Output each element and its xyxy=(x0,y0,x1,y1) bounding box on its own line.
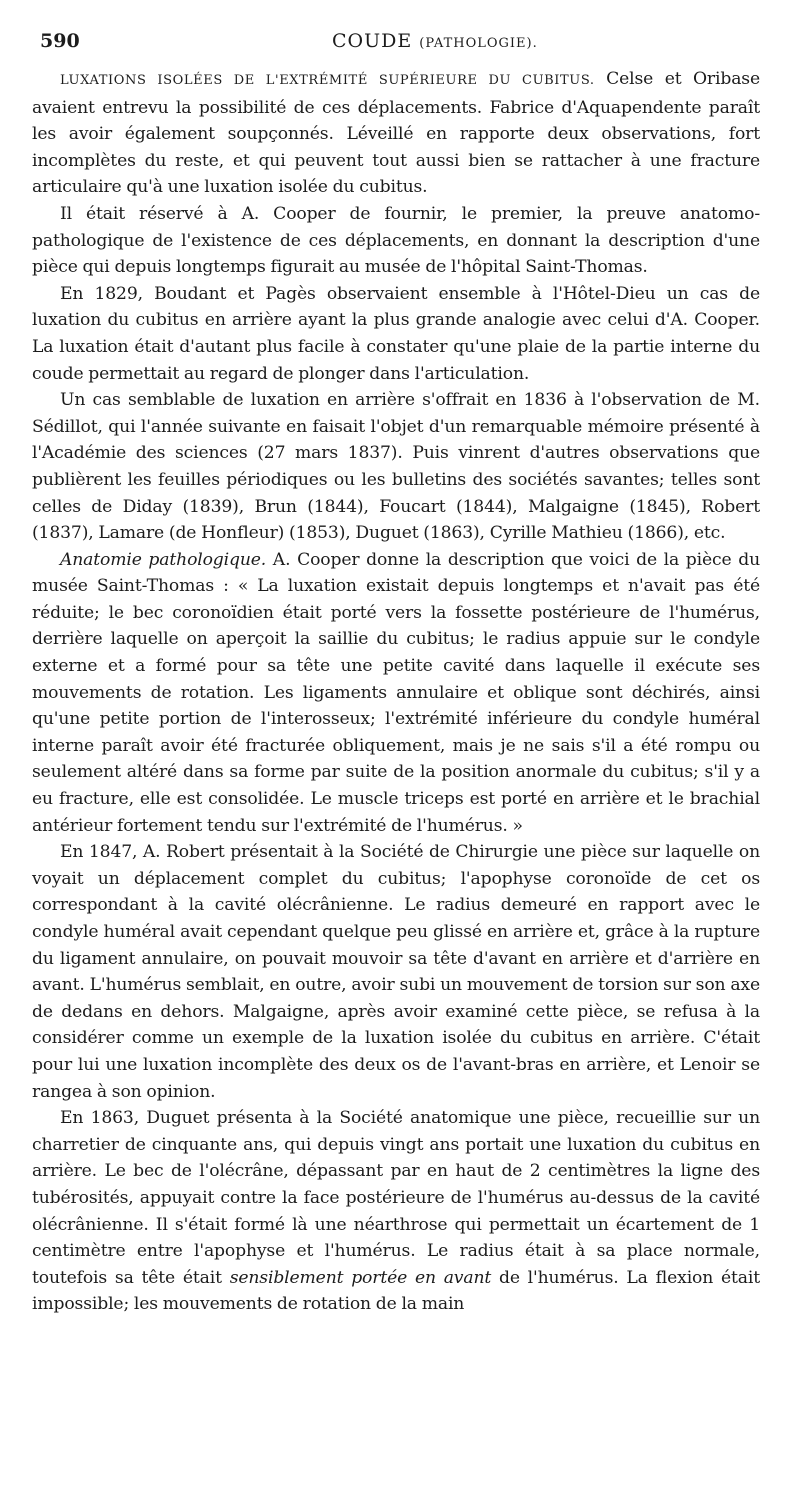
running-head-title: COUDE xyxy=(332,30,413,52)
paragraph-robert-1847: En 1847, A. Robert présentait à la Société de Chirurgie une pièce sur laquelle on voyait un déplacement complet du cubitus; l'apophyse coronoïde de cet os correspondant à la cavité olécrânienne. Le radius demeuré en rapport avec le condyle huméral avait cependant quelque peu glissé en arrière et, grâce à la rupture du ligament annulaire, on pouvait mouvoir sa tête d'avant en arrière et d'arrière en avant. L'humérus semblait, en outre, avoir subi un mouvement de torsion sur son axe de dedans en dehors. Malgaigne, après avoir examiné cette pièce, se refusa à la considérer comme un exemple de la luxation isolée du cubitus en arrière. C'était pour lui une luxation incomplète des deux os de l'avant-bras en arrière, et Lenoir se rangea à son opinion. xyxy=(32,842,760,1102)
paragraph-1829: En 1829, Boudant et Pagès observaient ensemble à l'Hôtel-Dieu un cas de luxation du cubitus en arrière ayant la plus grande analogie avec celui d'A. Cooper. La luxation était d'autant plus facile à constater qu'une plaie de la partie interne du coude permettait au regard de plonger dans l'articulation. xyxy=(32,283,760,384)
paragraph-7-emphasis: sensiblement portée en avant xyxy=(229,1267,492,1288)
page-header xyxy=(32,26,760,66)
section-heading-luxations: LUXATIONS ISOLÉES DE L'EXTRÉMITÉ SUPÉRIEURE DU CUBITUS. xyxy=(60,73,595,88)
section-heading-anatomie: Anatomie pathologique. xyxy=(60,549,267,570)
running-head xyxy=(332,30,538,52)
paragraph-duguet-1863 xyxy=(32,1105,760,1318)
paragraph-anatomie-pathologique xyxy=(32,547,760,840)
paragraph-7-text-a: En 1863, Duguet présenta à la Société anatomique une pièce, recueillie sur un charretier de cinquante ans, qui depuis vingt ans portait une luxation du cubitus en arrière. Le bec de l'olécrâne, dépassant par en haut de 2 centimètres la ligne des tubérosités, appuyait contre la face postérieure de l'humérus au-dessus de la cavité olécrânienne. Il s'était formé là une néarthrose qui permettait un écartement de 1 centimètre entre l'apophyse et l'humérus. Le radius était à sa place normale, toutefois sa tête était xyxy=(32,1108,760,1288)
paragraph-1-text: Celse et Oribase avaient entrevu la possibilité de ces déplacements. Fabrice d'Aquapendente paraît les avoir également soupçonnés. Léveillé en rapporte deux observations, fort incomplètes du reste, et qui peuvent tout aussi bien se rattacher à une fracture articulaire qu'à une luxation isolée du cubitus. xyxy=(32,69,760,198)
running-head-subtitle: (PATHOLOGIE). xyxy=(419,36,538,51)
body-text xyxy=(32,66,760,1318)
paragraph-sedillot: Un cas semblable de luxation en arrière s'offrait en 1836 à l'observation de M. Sédillot, qui l'année suivante en faisait l'objet d'un remarquable mémoire présenté à l'Académie des sciences (27 mars 1837). Puis vinrent d'autres observations que publièrent les feuilles périodiques ou les bulletins des sociétés savantes; telles sont celles de Diday (1839), Brun (1844), Foucart (1844), Malgaigne (1845), Robert (1837), Lamare (de Honfleur) (1853), Duguet (1863), Cyrille Mathieu (1866), etc. xyxy=(32,390,760,544)
paragraph-7-text-b: de l'humérus. La flexion était impossible; les mouvements de rotation de la main xyxy=(32,1267,760,1315)
paragraph-cooper: Il était réservé à A. Cooper de fournir, le premier, la preuve anatomo-pathologique de l'existence de ces déplacements, en donnant la description d'une pièce qui depuis longtemps figurait au musée de l'hôpital Saint-Thomas. xyxy=(32,203,760,278)
page-number: 590 xyxy=(40,30,80,52)
paragraph-luxations-isolees xyxy=(32,66,760,201)
paragraph-5-text: A. Cooper donne la description que voici de la pièce du musée Saint-Thomas : « La luxation existait depuis longtemps et n'avait pas été réduite; le bec coronoïdien était porté vers la fossette postérieure de l'humérus, derrière laquelle on aperçoit la saillie du cubitus; le radius appuie sur le condyle externe et a formé pour sa tête une petite cavité dans laquelle il exécute ses mouvements de rotation. Les ligaments annulaire et oblique sont déchirés, ainsi qu'une petite portion de l'interosseux; l'extrémité inférieure du condyle huméral interne paraît avoir été fracturée obliquement, mais je ne sais s'il a été rompu ou seulement altéré dans sa forme par suite de la position anormale du cubitus; s'il y a eu fracture, elle est consolidée. Le muscle triceps est porté en arrière et le brachial antérieur fortement tendu sur l'extrémité de l'humérus. » xyxy=(32,549,760,836)
